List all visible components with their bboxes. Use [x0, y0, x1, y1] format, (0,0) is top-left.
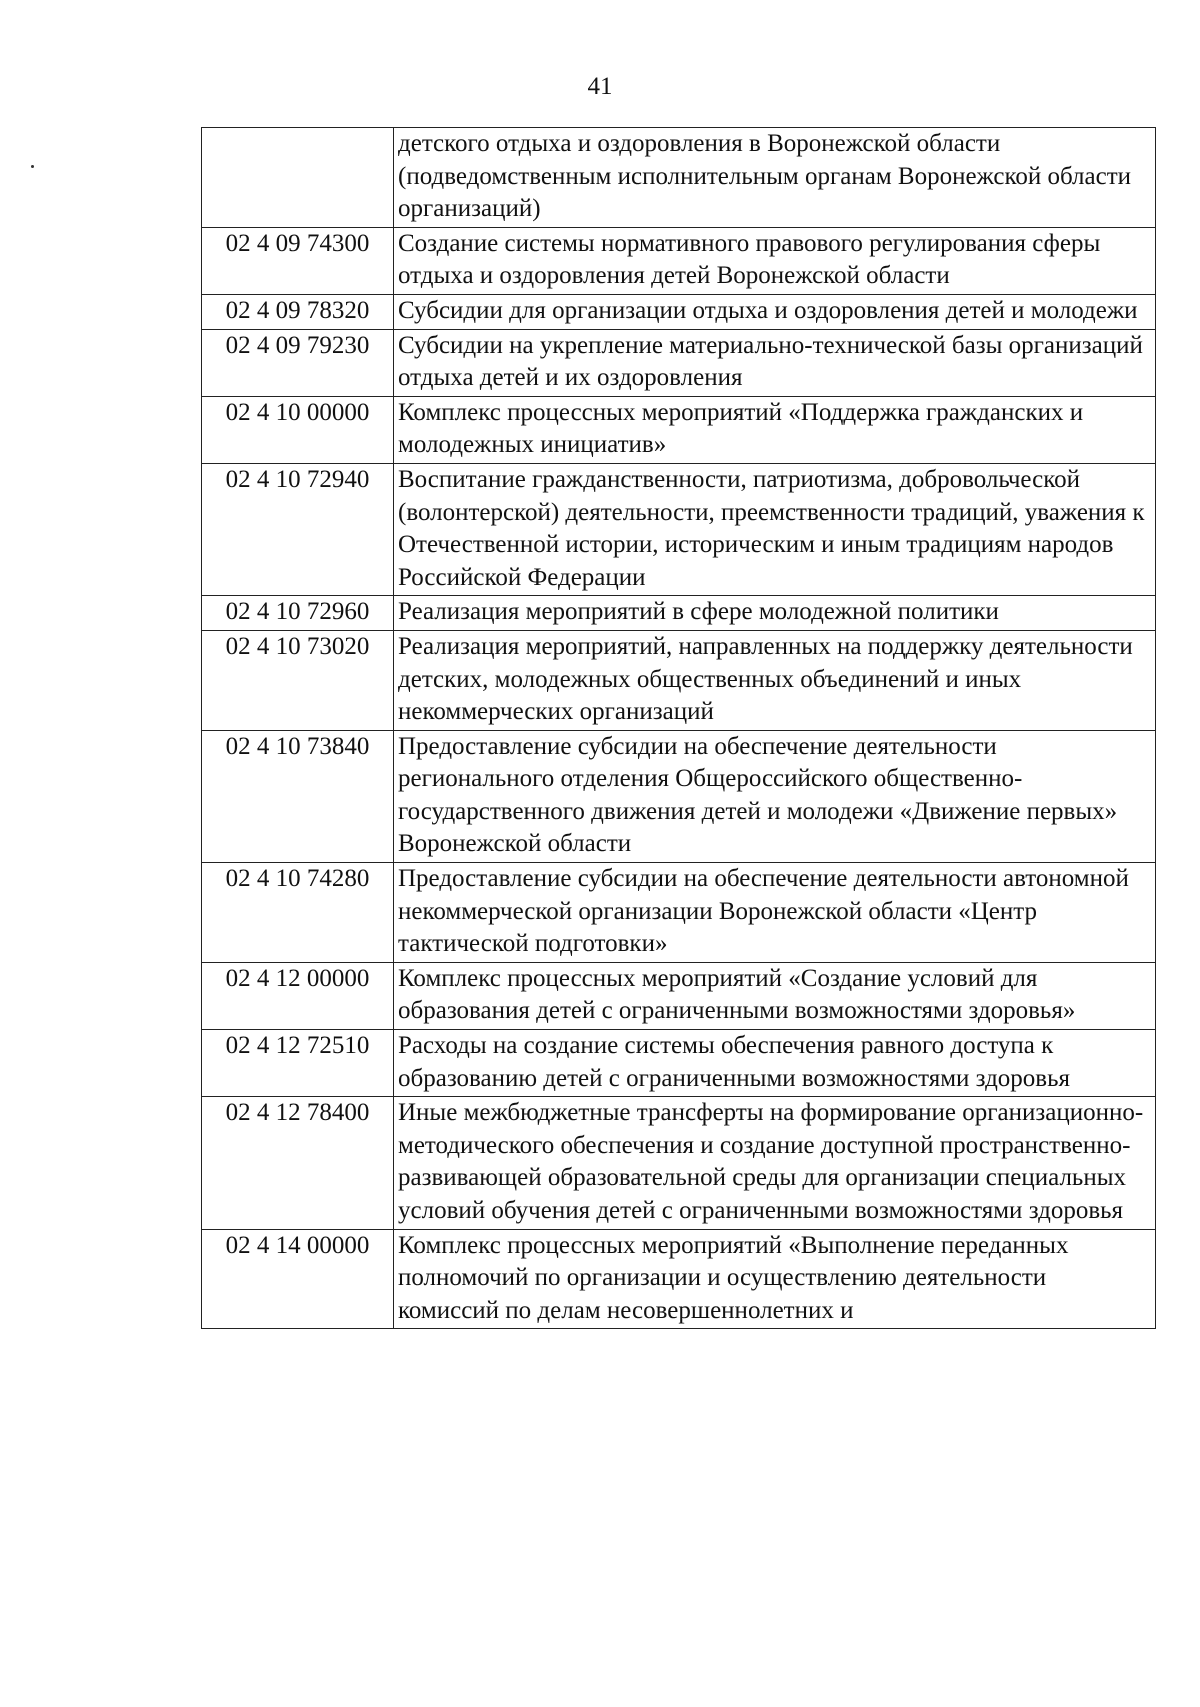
budget-code-table	[201, 127, 1156, 1329]
expense-description: Предоставление субсидии на обеспечение деятельности автономной некоммерческой организации Воронежской области «Центр тактической подготовки»	[394, 863, 1156, 963]
table-row	[202, 1030, 1156, 1097]
scan-speck	[31, 165, 34, 168]
classification-code	[202, 128, 394, 228]
classification-code: 02 4 09 79230	[202, 329, 394, 396]
classification-code: 02 4 09 78320	[202, 294, 394, 329]
expense-description: Иные межбюджетные трансферты на формирование организационно-методического обеспечения и создание доступной пространственно-развивающей образовательной среды для организации специальных условий обучения детей с ограниченными возможностями здоровья	[394, 1097, 1156, 1229]
table-row	[202, 630, 1156, 730]
table-row	[202, 1229, 1156, 1329]
expense-description: Комплекс процессных мероприятий «Выполнение переданных полномочий по организации и осуществлению деятельности комиссий по делам несовершеннолетних и	[394, 1229, 1156, 1329]
expense-description: Реализация мероприятий, направленных на поддержку деятельности детских, молодежных общественных объединений и иных некоммерческих организаций	[394, 630, 1156, 730]
classification-code: 02 4 10 72960	[202, 596, 394, 631]
classification-code: 02 4 10 72940	[202, 463, 394, 595]
expense-description: Реализация мероприятий в сфере молодежной политики	[394, 596, 1156, 631]
classification-code: 02 4 10 73840	[202, 730, 394, 862]
expense-description: Субсидии для организации отдыха и оздоровления детей и молодежи	[394, 294, 1156, 329]
expense-description: Предоставление субсидии на обеспечение деятельности регионального отделения Общероссийского общественно-государственного движения детей и молодежи «Движение первых» Воронежской области	[394, 730, 1156, 862]
table-row	[202, 596, 1156, 631]
classification-code: 02 4 14 00000	[202, 1229, 394, 1329]
classification-code: 02 4 12 72510	[202, 1030, 394, 1097]
expense-description: Расходы на создание системы обеспечения равного доступа к образованию детей с ограниченными возможностями здоровья	[394, 1030, 1156, 1097]
expense-description: Субсидии на укрепление материально-технической базы организаций отдыха детей и их оздоровления	[394, 329, 1156, 396]
expense-description: Воспитание гражданственности, патриотизма, добровольческой (волонтерской) деятельности, преемственности традиций, уважения к Отечественной истории, историческим и иным традициям народов Российской Федерации	[394, 463, 1156, 595]
table-row	[202, 396, 1156, 463]
classification-code: 02 4 12 78400	[202, 1097, 394, 1229]
table-body	[202, 128, 1156, 1329]
classification-code: 02 4 12 00000	[202, 962, 394, 1029]
table-row	[202, 294, 1156, 329]
page-number: 41	[587, 73, 613, 100]
table-row	[202, 329, 1156, 396]
classification-code: 02 4 10 74280	[202, 863, 394, 963]
expense-description: Создание системы нормативного правового регулирования сферы отдыха и оздоровления детей Воронежской области	[394, 227, 1156, 294]
expense-description: Комплекс процессных мероприятий «Создание условий для образования детей с ограниченными возможностями здоровья»	[394, 962, 1156, 1029]
expense-description: Комплекс процессных мероприятий «Поддержка гражданских и молодежных инициатив»	[394, 396, 1156, 463]
expense-description: детского отдыха и оздоровления в Воронежской области (подведомственным исполнительным органам Воронежской области организаций)	[394, 128, 1156, 228]
table-row	[202, 463, 1156, 595]
classification-code: 02 4 10 00000	[202, 396, 394, 463]
table-row	[202, 863, 1156, 963]
table-row	[202, 730, 1156, 862]
table-row	[202, 128, 1156, 228]
table-row	[202, 1097, 1156, 1229]
table-row	[202, 962, 1156, 1029]
table-row	[202, 227, 1156, 294]
classification-code: 02 4 09 74300	[202, 227, 394, 294]
classification-code: 02 4 10 73020	[202, 630, 394, 730]
